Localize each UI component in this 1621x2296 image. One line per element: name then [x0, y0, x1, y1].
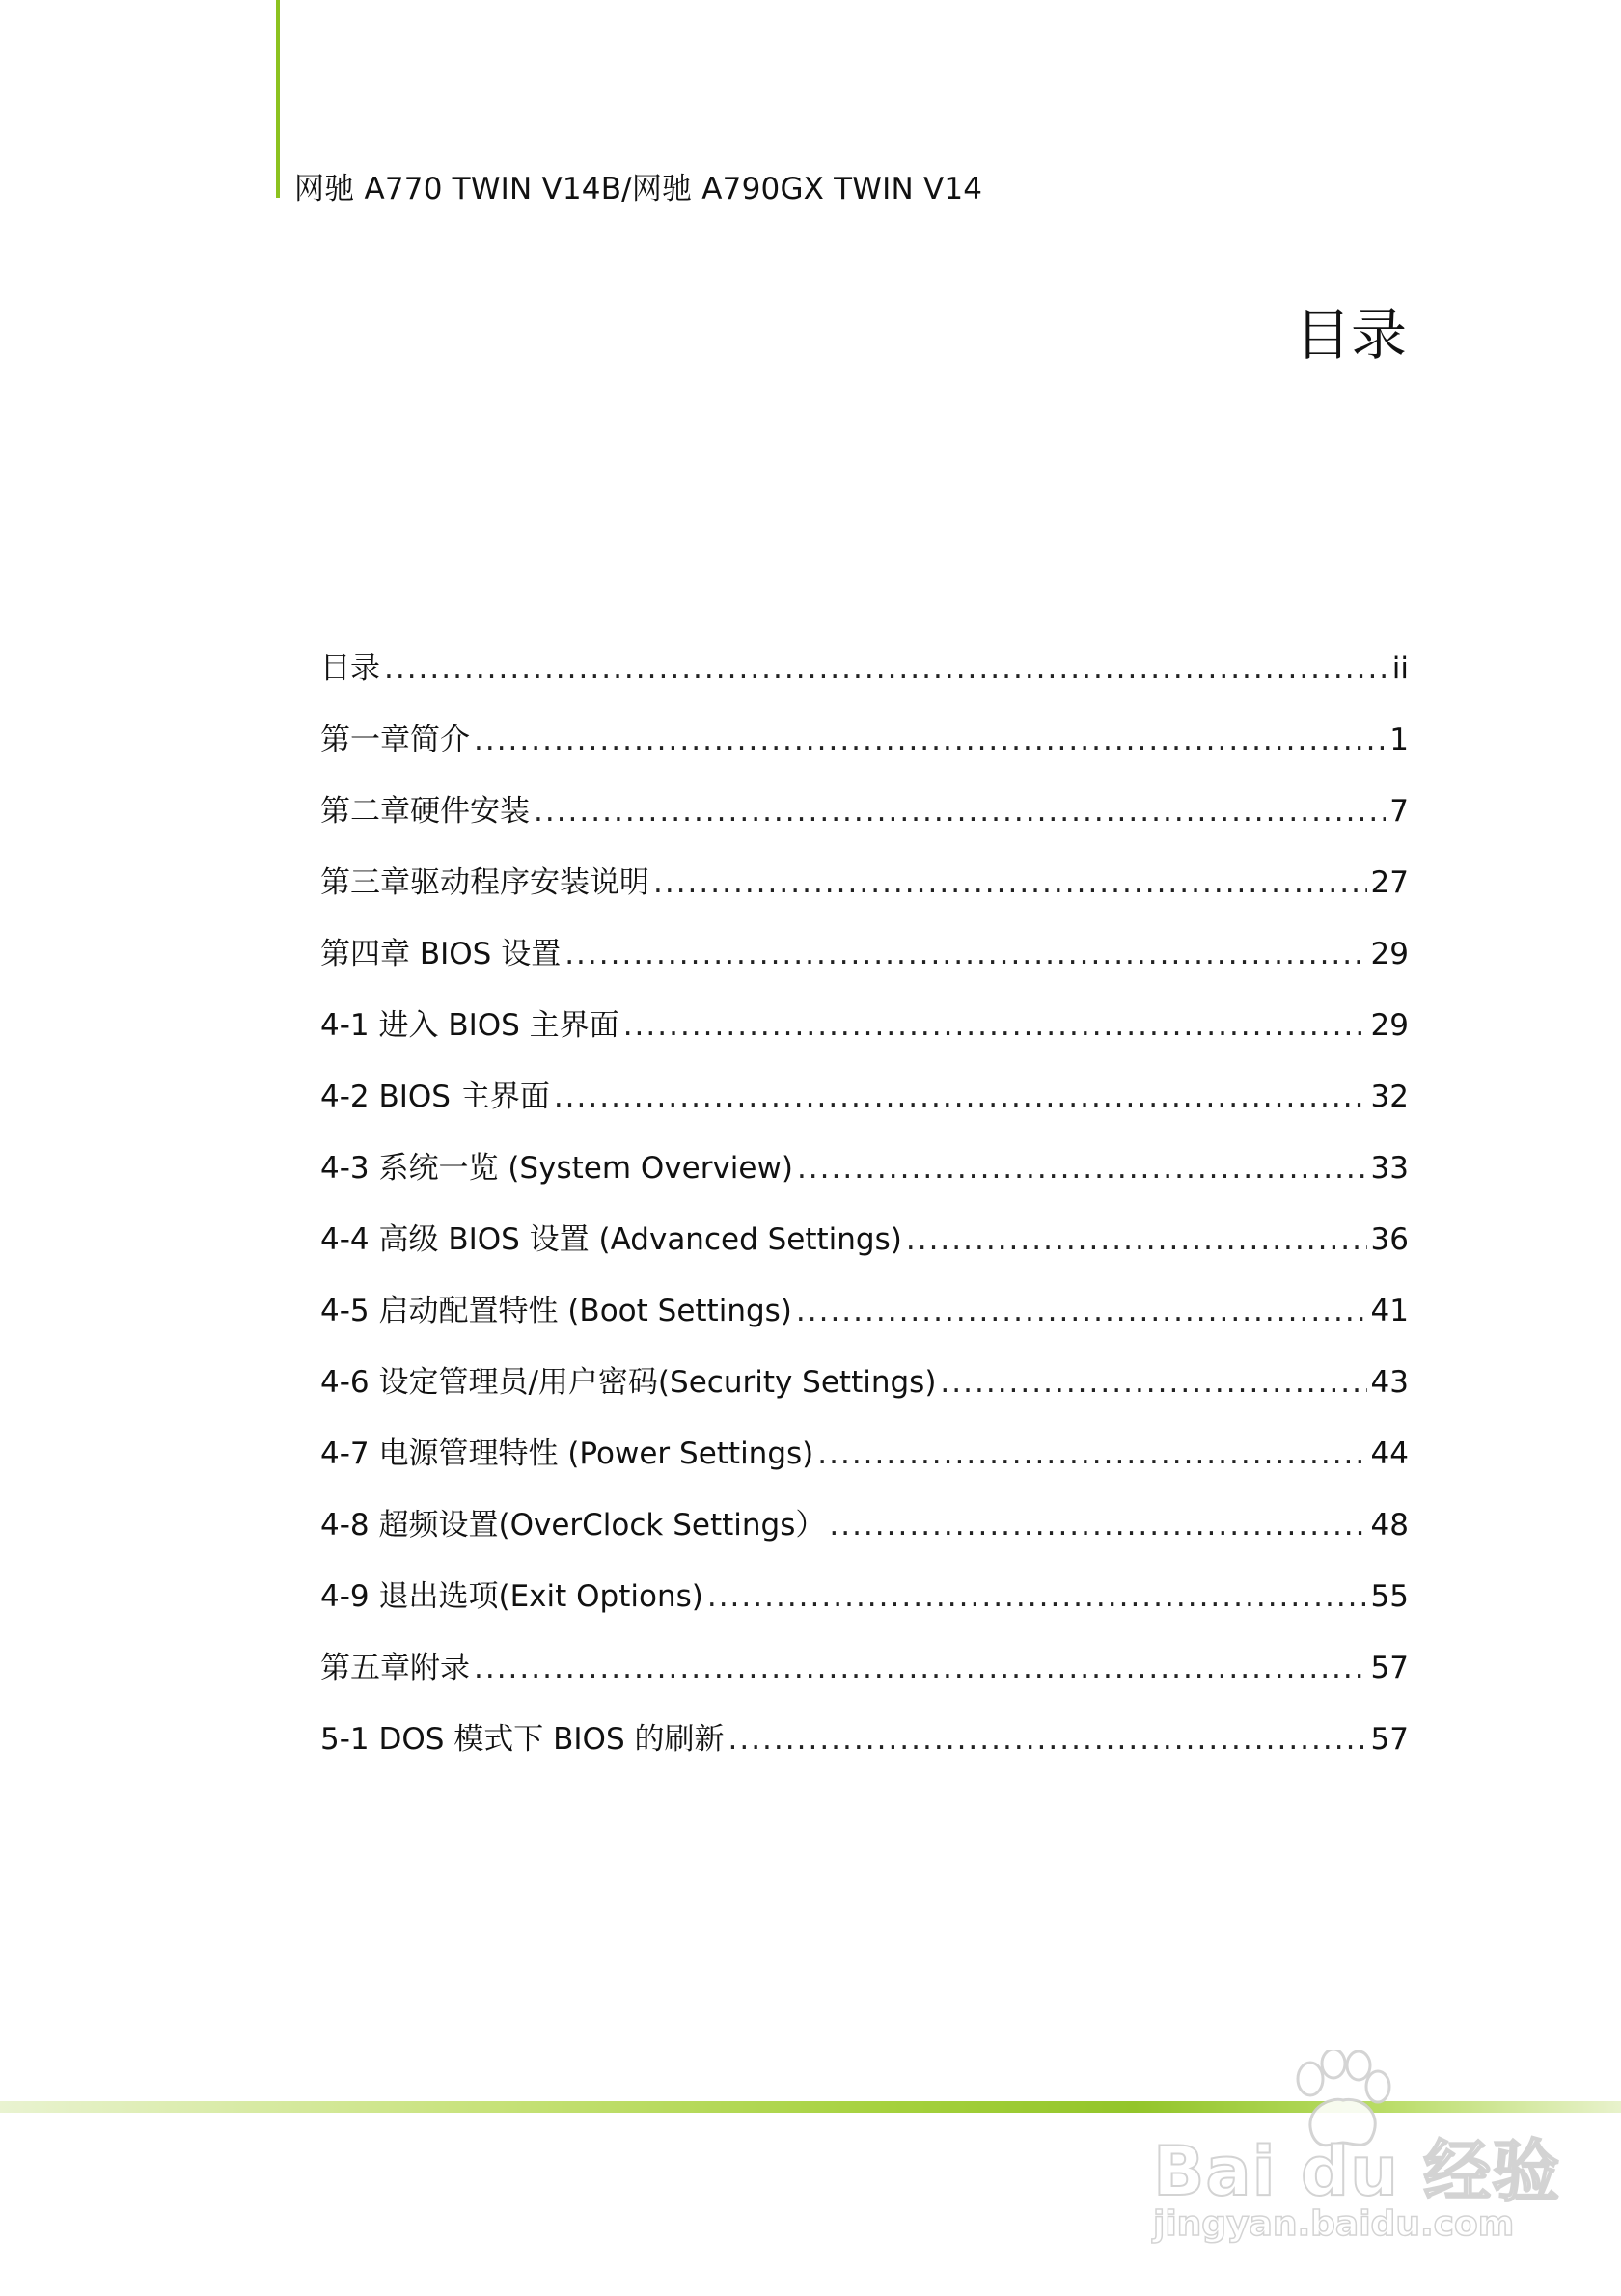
- toc-entry-page: 44: [1370, 1436, 1409, 1471]
- toc-entry[interactable]: [320, 1714, 1409, 1786]
- toc-entry-page: 57: [1370, 1722, 1409, 1757]
- toc-entry-page: 27: [1370, 865, 1409, 900]
- document-header-title: 网驰 A770 TWIN V14B/网驰 A790GX TWIN V14: [294, 172, 983, 206]
- toc-dot-leader: [474, 1651, 1367, 1685]
- toc-entry-label: 4-4 高级 BIOS 设置 (Advanced Settings): [320, 1222, 902, 1257]
- toc-entry-label: 4-8 超频设置(OverClock Settings）: [320, 1508, 826, 1543]
- toc-entry-page: 41: [1370, 1294, 1409, 1328]
- toc-dot-leader: [384, 651, 1388, 686]
- toc-entry-label: 第三章驱动程序安装说明: [320, 865, 649, 900]
- toc-entry-page: 48: [1370, 1508, 1409, 1543]
- table-of-contents: [320, 643, 1409, 1786]
- toc-entry-label: 4-6 设定管理员/用户密码(Security Settings): [320, 1365, 937, 1400]
- toc-entry-label: 第一章简介: [320, 723, 470, 757]
- toc-dot-leader: [564, 937, 1366, 971]
- toc-entry-label: 4-2 BIOS 主界面: [320, 1080, 550, 1114]
- toc-entry[interactable]: [320, 1286, 1409, 1357]
- toc-entry[interactable]: [320, 643, 1409, 715]
- toc-entry-label: 4-9 退出选项(Exit Options): [320, 1579, 703, 1614]
- toc-entry-page: 29: [1370, 937, 1409, 971]
- toc-dot-leader: [623, 1008, 1367, 1043]
- toc-dot-leader: [796, 1294, 1367, 1328]
- toc-entry-label: 第二章硬件安装: [320, 794, 530, 829]
- toc-entry[interactable]: [320, 1000, 1409, 1072]
- toc-entry-label: 4-1 进入 BIOS 主界面: [320, 1008, 619, 1043]
- toc-entry[interactable]: [320, 1215, 1409, 1286]
- toc-entry-page: 55: [1370, 1579, 1409, 1614]
- toc-dot-leader: [728, 1722, 1366, 1757]
- toc-entry-label: 第四章 BIOS 设置: [320, 937, 562, 971]
- toc-entry-page: 7: [1389, 794, 1409, 829]
- watermark-brand-text: Bai du 经验: [1153, 2132, 1561, 2211]
- toc-entry[interactable]: [320, 786, 1409, 858]
- toc-dot-leader: [817, 1436, 1366, 1471]
- toc-entry-page: 36: [1370, 1222, 1409, 1257]
- toc-dot-leader: [797, 1151, 1367, 1186]
- toc-entry-page: 43: [1370, 1365, 1409, 1400]
- toc-entry[interactable]: [320, 929, 1409, 1000]
- toc-entry-label: 4-5 启动配置特性 (Boot Settings): [320, 1294, 792, 1328]
- toc-entry-page: ii: [1391, 651, 1409, 686]
- baidu-jingyan-watermark: [1153, 2050, 1561, 2244]
- toc-dot-leader: [554, 1080, 1367, 1114]
- toc-entry[interactable]: [320, 1572, 1409, 1643]
- toc-entry[interactable]: [320, 1357, 1409, 1429]
- toc-dot-leader: [707, 1579, 1367, 1614]
- toc-entry-label: 4-3 系统一览 (System Overview): [320, 1151, 793, 1186]
- toc-entry[interactable]: [320, 1643, 1409, 1714]
- toc-entry-page: 57: [1370, 1651, 1409, 1685]
- header-accent-bar: [276, 0, 280, 198]
- toc-entry-label: 4-7 电源管理特性 (Power Settings): [320, 1436, 814, 1471]
- toc-entry[interactable]: [320, 715, 1409, 786]
- toc-entry[interactable]: [320, 1500, 1409, 1572]
- toc-entry-label: 5-1 DOS 模式下 BIOS 的刷新: [320, 1722, 725, 1757]
- toc-dot-leader: [829, 1508, 1366, 1543]
- page-title: 目录: [1294, 302, 1407, 368]
- toc-entry-page: 29: [1370, 1008, 1409, 1043]
- toc-entry-label: 目录: [320, 651, 380, 686]
- toc-dot-leader: [474, 723, 1386, 757]
- toc-entry-page: 33: [1370, 1151, 1409, 1186]
- toc-entry[interactable]: [320, 1429, 1409, 1500]
- toc-entry-page: 32: [1370, 1080, 1409, 1114]
- toc-entry[interactable]: [320, 858, 1409, 929]
- toc-dot-leader: [940, 1365, 1366, 1400]
- toc-entry[interactable]: [320, 1072, 1409, 1143]
- watermark-url-text: jingyan.baidu.com: [1153, 2204, 1515, 2244]
- toc-entry[interactable]: [320, 1143, 1409, 1215]
- toc-dot-leader: [534, 794, 1386, 829]
- toc-dot-leader: [906, 1222, 1367, 1257]
- toc-dot-leader: [653, 865, 1367, 900]
- toc-entry-page: 1: [1389, 723, 1409, 757]
- toc-entry-label: 第五章附录: [320, 1651, 470, 1685]
